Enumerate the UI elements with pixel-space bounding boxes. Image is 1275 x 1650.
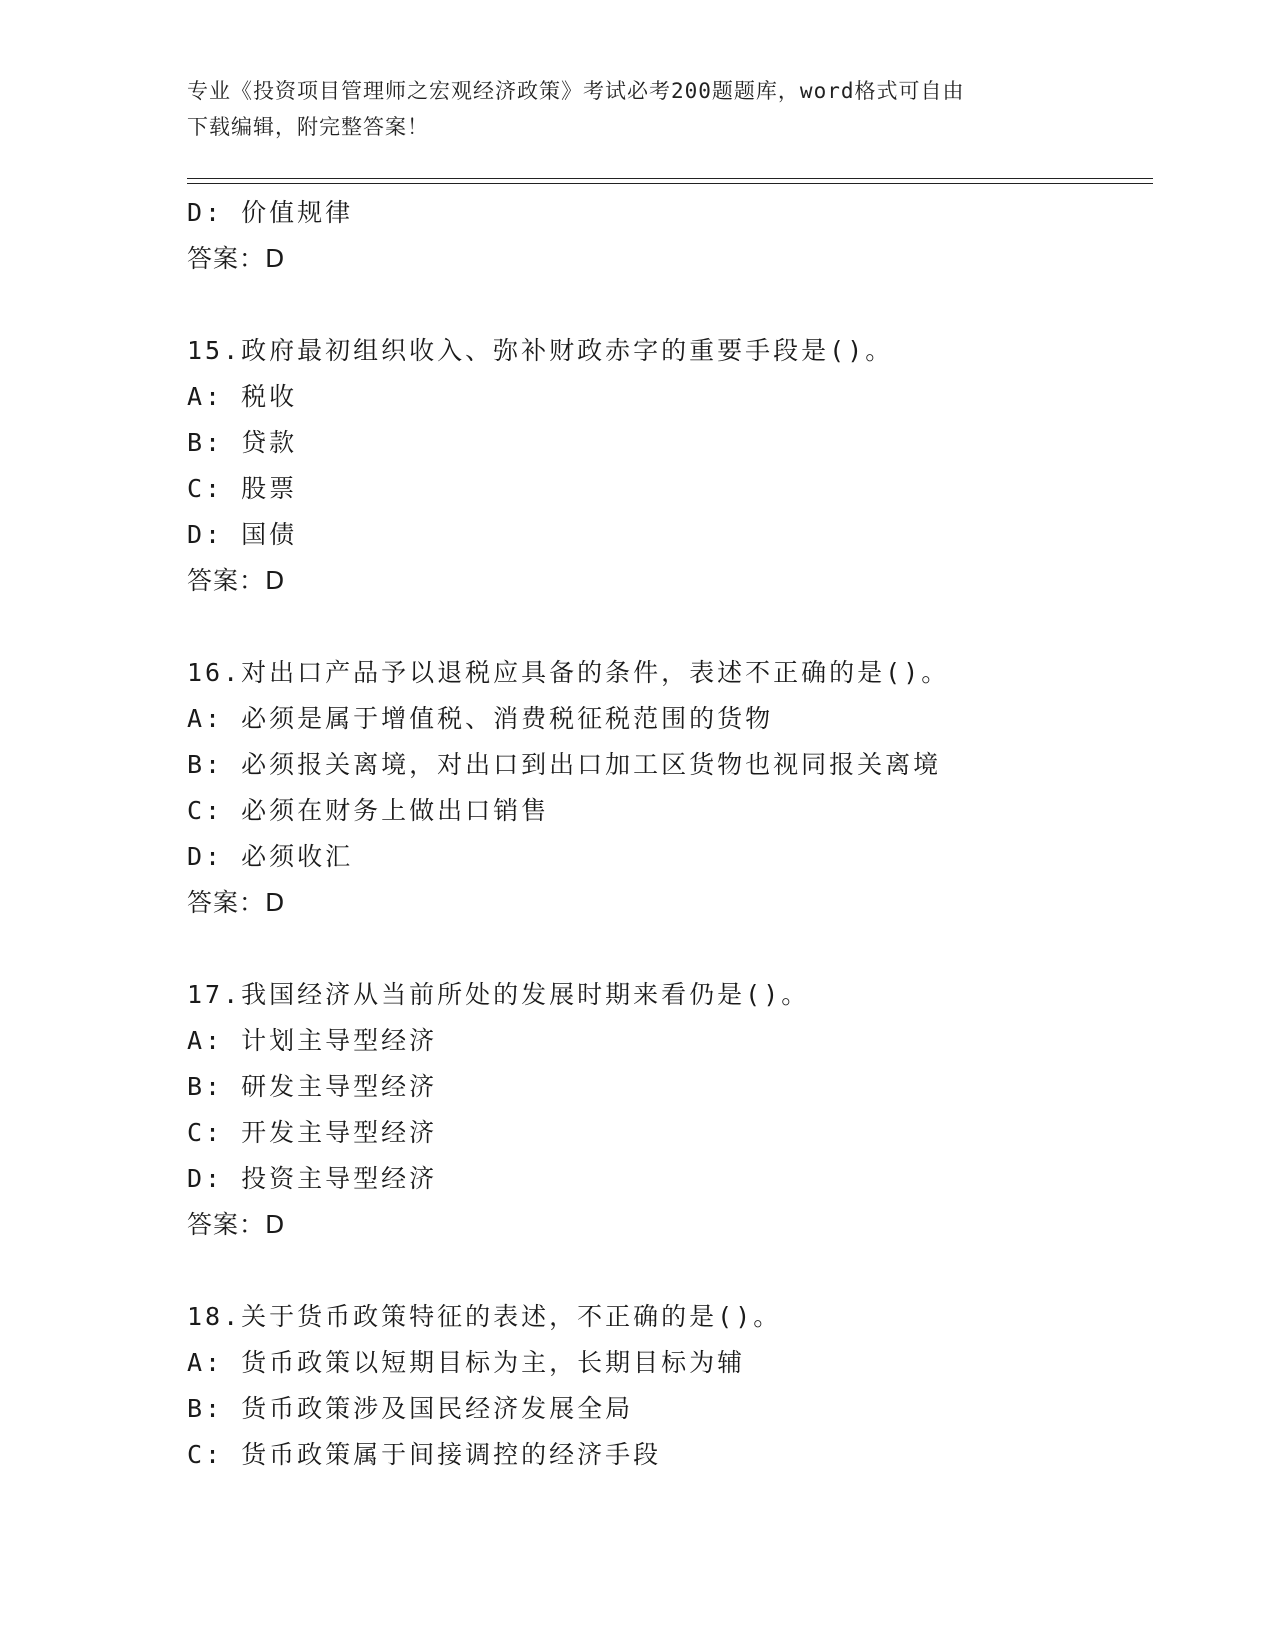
question-14-tail	[187, 190, 1153, 282]
option-c: C: 股票	[187, 474, 298, 503]
answer-line: 答案：D	[187, 244, 286, 273]
option-d: D: 价值规律	[187, 198, 354, 227]
question-stem: 17.我国经济从当前所处的发展时期来看仍是()。	[187, 980, 810, 1009]
question-17	[187, 972, 1153, 1248]
option-b: B: 货币政策涉及国民经济发展全局	[187, 1394, 634, 1423]
header-line-1: 专业《投资项目管理师之宏观经济政策》考试必考200题题库，word格式可自由	[187, 79, 965, 103]
question-16	[187, 650, 1153, 926]
answer-line: 答案：D	[187, 888, 286, 917]
option-b: B: 研发主导型经济	[187, 1072, 438, 1101]
spacer	[187, 1248, 1153, 1294]
header-divider-bottom	[187, 183, 1153, 184]
question-stem: 15.政府最初组织收入、弥补财政赤字的重要手段是()。	[187, 336, 894, 365]
question-content	[187, 190, 1153, 1478]
option-c: C: 开发主导型经济	[187, 1118, 438, 1147]
option-b: B: 必须报关离境，对出口到出口加工区货物也视同报关离境	[187, 750, 942, 779]
spacer	[187, 282, 1153, 328]
option-a: A: 货币政策以短期目标为主，长期目标为辅	[187, 1348, 746, 1377]
option-d: D: 国债	[187, 520, 298, 549]
question-15	[187, 328, 1153, 604]
option-b: B: 贷款	[187, 428, 298, 457]
spacer	[187, 604, 1153, 650]
option-a: A: 计划主导型经济	[187, 1026, 438, 1055]
option-d: D: 必须收汇	[187, 842, 354, 871]
answer-line: 答案：D	[187, 566, 286, 595]
question-18	[187, 1294, 1153, 1478]
header-line-2: 下载编辑，附完整答案！	[187, 115, 429, 139]
option-c: C: 货币政策属于间接调控的经济手段	[187, 1440, 662, 1469]
question-stem: 16.对出口产品予以退税应具备的条件，表述不正确的是()。	[187, 658, 950, 687]
spacer	[187, 926, 1153, 972]
header-divider-top	[187, 178, 1153, 179]
option-a: A: 必须是属于增值税、消费税征税范围的货物	[187, 704, 774, 733]
document-header	[187, 73, 1087, 145]
question-stem: 18.关于货币政策特征的表述，不正确的是()。	[187, 1302, 782, 1331]
option-d: D: 投资主导型经济	[187, 1164, 438, 1193]
option-a: A: 税收	[187, 382, 298, 411]
option-c: C: 必须在财务上做出口销售	[187, 796, 550, 825]
answer-line: 答案：D	[187, 1210, 286, 1239]
